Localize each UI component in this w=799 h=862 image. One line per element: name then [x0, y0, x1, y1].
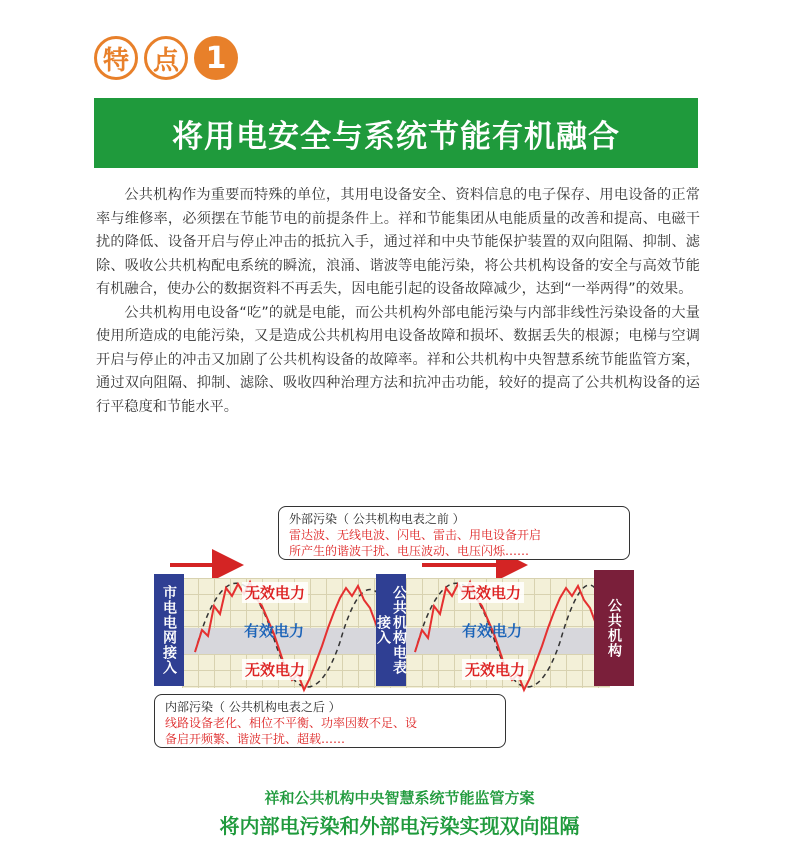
- invalid-power-label-1: 无效电力: [242, 582, 308, 603]
- external-pollution-title: 外部污染（ 公共机构电表之前 ）: [289, 512, 465, 526]
- paragraph-1: 公共机构作为重要而特殊的单位，其用电设备安全、资料信息的电子保存、用电设备的正常率与维修率，必须摆在节能节电的前提条件上。祥和节能集团从电能质量的改善和提高、电磁干扰的降低、设备开启与停止冲击的抵抗入手，通过祥和中央节能保护装置的双向阻隔、抑制、滤除、吸收公共机构配电系统的瞬流，浪涌、谐波等电能污染，将公共机构设备的安全与高效节能有机融合，使办公的数据资料不再丢失，因电能引起的设备故障减少，达到“一举两得”的效果。: [96, 187, 700, 297]
- invalid-power-label-4: 无效电力: [462, 659, 528, 680]
- meter-access-label: 公共机构电表接入: [375, 585, 407, 675]
- paragraph-2: 公共机构用电设备“吃”的就是电能，而公共机构外部电能污染与内部非线性污染设备的大量使用所造成的电能污染，又是造成公共机构用电设备故障和损坏、数据丢失的根源；电梯与空调开启与停止的冲击又加剧了公共机构设备的故障率。祥和公共机构中央智慧系统节能监管方案，通过双向阻隔、抑制、滤除、吸收四种治理方法和抗冲击功能，较好的提高了公共机构设备的运行平稳度和节能水平。: [96, 304, 700, 415]
- valid-power-label-1: 有效电力: [244, 622, 305, 640]
- meter-access-box: [376, 574, 406, 686]
- grid-access-label: 市电电网接入: [161, 585, 177, 675]
- section-title: 将用电安全与系统节能有机融合: [94, 98, 698, 168]
- badge-number: 1: [194, 36, 238, 80]
- badge-char-dian: 点: [144, 36, 188, 80]
- external-pollution-callout: [278, 506, 630, 560]
- external-pollution-line1: 雷达波、无线电波、闪电、雷击、用电设备开启: [289, 528, 542, 542]
- valid-power-label-2: 有效电力: [462, 622, 523, 640]
- external-pollution-line2: 所产生的谐波干扰、电压波动、电压闪烁……: [289, 544, 530, 558]
- invalid-power-label-2: 无效电力: [458, 582, 524, 603]
- public-institution-box: [594, 570, 634, 686]
- body-text: [96, 184, 700, 419]
- internal-pollution-callout: [154, 694, 506, 748]
- badge-char-te: 特: [94, 36, 138, 80]
- pollution-diagram: [150, 502, 640, 752]
- caption-subtitle: 祥和公共机构中央智慧系统节能监管方案: [264, 789, 535, 807]
- invalid-power-label-3: 无效电力: [242, 659, 308, 680]
- caption-title: 将内部电污染和外部电污染实现双向阻隔: [219, 814, 580, 838]
- internal-pollution-line2: 备启开频繁、谐波干扰、超载……: [165, 732, 346, 746]
- grid-access-box: [154, 574, 184, 686]
- public-institution-label: 公共机构: [606, 598, 622, 658]
- internal-pollution-line1: 线路设备老化、相位不平衡、功率因数不足、设: [165, 716, 418, 730]
- internal-pollution-title: 内部污染（ 公共机构电表之后 ）: [165, 700, 341, 714]
- feature-badge: [94, 36, 238, 80]
